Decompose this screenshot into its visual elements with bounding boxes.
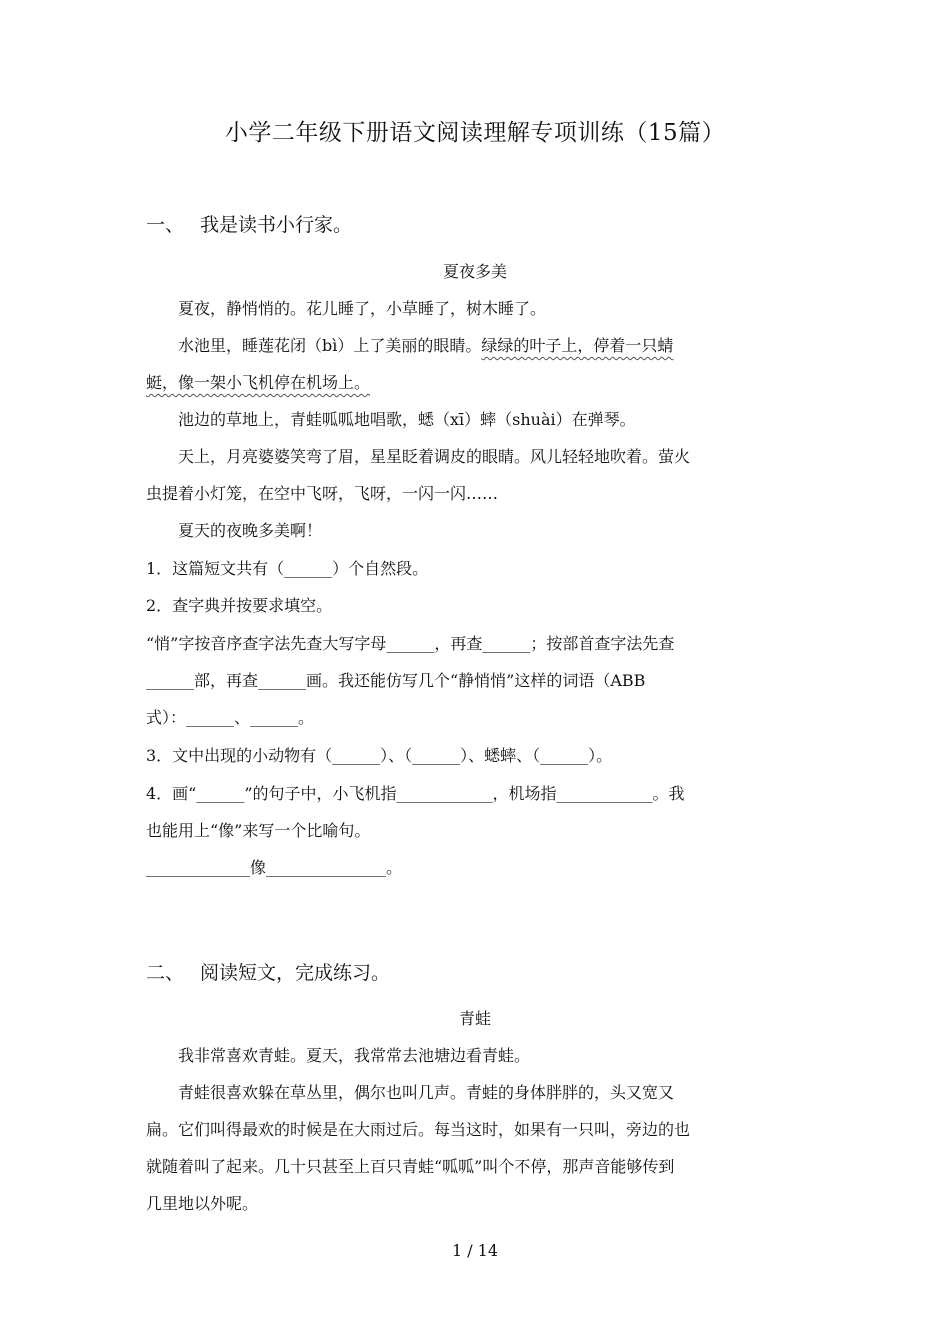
question-4-answer-line: _____________像_______________。	[146, 858, 403, 877]
question-2-line-1: “悄”字按音序查字法先查大写字母______，再查______；按部首查字法先查	[146, 634, 675, 653]
passage-1-paragraph-2-line-2	[146, 370, 370, 393]
paragraph-2-plain-text: 水池里，睡莲花闭（bì）上了美丽的眼睛。	[178, 336, 482, 355]
passage-1-paragraph-4-line-2: 虫提着小灯笼，在空中飞呀，飞呀，一闪一闪……	[146, 484, 499, 503]
wavy-underlined-sentence-end: 蜓，像一架小飞机停在机场上。	[146, 373, 371, 392]
section-2-title: 阅读短文，完成练习。	[200, 962, 391, 984]
question-2-line-3: 式）：______、______。	[146, 708, 315, 727]
passage-2-title: 青蛙	[458, 1009, 491, 1028]
question-4-line-2: 也能用上“像”来写一个比喻句。	[146, 821, 371, 840]
passage-1-paragraph-5: 夏天的夜晚多美啊！	[178, 521, 323, 540]
passage-2-paragraph-1: 我非常喜欢青蛙。夏天，我常常去池塘边看青蛙。	[178, 1046, 531, 1065]
passage-2-paragraph-2-line-2: 扁。它们叫得最欢的时候是在大雨过后。每当这时，如果有一只叫，旁边的也	[146, 1120, 691, 1139]
passage-1-title: 夏夜多美	[442, 262, 507, 281]
passage-1-paragraph-4-line-1: 天上，月亮婆婆笑弯了眉，星星眨着调皮的眼睛。风儿轻轻地吹着。萤火	[178, 447, 691, 466]
passage-1-paragraph-3: 池边的草地上，青蛙呱呱地唱歌，蟋（xī）蟀（shuài）在弹琴。	[178, 410, 636, 429]
section-1-title: 我是读书小行家。	[200, 214, 353, 236]
section-1-heading	[146, 210, 352, 237]
question-2-line-2: ______部，再查______画。我还能仿写几个“静悄悄”这样的词语（ABB	[146, 671, 646, 690]
page-number: 1 / 14	[451, 1241, 499, 1260]
section-1-number: 一、	[146, 214, 185, 236]
document-title: 小学二年级下册语文阅读理解专项训练（15篇）	[224, 120, 726, 146]
question-2: 2．查字典并按要求填空。	[146, 596, 333, 615]
passage-1-paragraph-1: 夏夜，静悄悄的。花儿睡了，小草睡了，树木睡了。	[178, 299, 547, 318]
section-2-heading	[146, 958, 390, 985]
passage-2-paragraph-2-line-3: 就随着叫了起来。几十只甚至上百只青蛙“呱呱”叫个不停，那声音能够传到	[146, 1157, 675, 1176]
question-4-line-1: 4．画“______”的句子中，小飞机指____________，机场指____________。我	[146, 784, 685, 803]
wavy-underlined-sentence-start: 绿绿的叶子上，停着一只蜻	[481, 336, 674, 355]
passage-2-paragraph-2-line-1: 青蛙很喜欢躲在草丛里，偶尔也叫几声。青蛙的身体胖胖的，头又宽又	[178, 1083, 675, 1102]
question-3: 3．文中出现的小动物有（______）、（______）、蟋蟀、（______）。	[146, 746, 613, 765]
section-2-number: 二、	[146, 962, 185, 984]
passage-2-paragraph-2-line-4: 几里地以外呢。	[146, 1194, 259, 1213]
passage-1-paragraph-2-line-1	[178, 333, 673, 356]
question-1: 1．这篇短文共有（______）个自然段。	[146, 559, 429, 578]
